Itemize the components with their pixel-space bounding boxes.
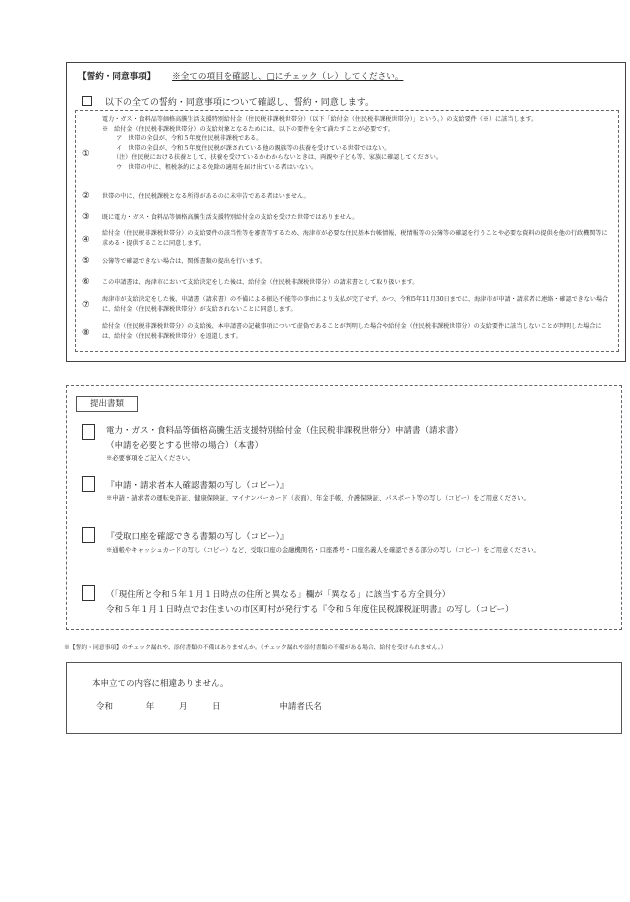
pledge-item-line: 給付金（住民税非課税世帯分）の支給後、本申請書の記載事項について虚偽であることが判明した場合や給付金（住民税非課税世帯分）の支給要件に該当しないことが判明した場合には、給付金（住民税非課税世帯分）を返還します。: [102, 323, 602, 340]
era-label: 令和: [96, 702, 114, 712]
pledge-item-line: 給付金（住民税非課税世帯分）の支給要件の該当性等を審査等するため、海津市が必要な住民基本台帳情報、税情報等の公簿等の確認を行うことや必要な資料の提供を他の行政機関等に求める・提供することに同意します。: [102, 230, 608, 247]
document-note: ※申請・請求者の運転免許証、健康保険証、マイナンバーカード（表面）、年金手帳、介護保険証、パスポート等の写し（コピー）をご用意ください。: [106, 495, 530, 502]
pledge-item-number: ②: [82, 191, 90, 201]
pledge-item-number: ①: [82, 149, 90, 159]
footnote: ※【誓約・同意事項】のチェック漏れや、添付書類の不備はありませんか。（チェック漏れや添付書類の不備がある場合、給付を受けられません。）: [64, 645, 447, 651]
pledge-item-line: ア 世帯の全員が、令和５年度住民税非課税である。: [110, 135, 263, 143]
declaration-section: [66, 662, 622, 734]
month-label: 月: [178, 702, 188, 712]
pledge-item-number: ⑥: [82, 277, 90, 287]
pledge-item-line: ※ 給付金（住民税非課税世帯分）の支給対象となるためには、以下の要件を全て満たすことが必要です。: [102, 125, 395, 133]
pledge-item-number: ⑤: [82, 256, 90, 266]
pledge-item-line: この申請書は、海津市において支給決定をした後は、給付金（住民税非課税世帯分）の請求書として取り扱います。: [102, 279, 419, 286]
document-checkbox[interactable]: [82, 527, 95, 543]
day-label: 日: [212, 702, 221, 712]
pledge-item-text: [102, 115, 612, 173]
declaration-date-row: [96, 700, 344, 712]
pledge-item-number: ③: [82, 212, 90, 222]
agree-all-label: 以下の全ての誓約・同意事項について確認し、誓約・同意します。: [104, 98, 374, 108]
document-checkbox[interactable]: [82, 585, 95, 601]
applicant-name-label: 申請者氏名: [279, 702, 322, 712]
pledge-item-text: [102, 192, 612, 202]
pledge-item-line: 公簿等で確認できない場合は、関係書類の提出を行います。: [102, 258, 267, 265]
pledge-item-text: [102, 278, 612, 288]
pledge-item-text: [102, 322, 612, 341]
document-title-sub: （申請を必要とする世帯の場合）（本書）: [106, 441, 264, 451]
document-title: （「現住所と令和５年１月１日時点の住所と異なる」欄が「異なる」に該当する方全員分）: [106, 590, 451, 600]
pledge-item-line: 電力・ガス・食料品等価格高騰生活支援特別給付金（住民税非課税世帯分）（以下「給付金（住民税非課税世帯分）」という。）の支給要件（※）に該当します。: [102, 116, 538, 123]
pledge-item-line: イ 世帯の全員が、令和５年度住民税が課されている他の親族等の扶養を受けている世帯ではない。: [110, 144, 391, 152]
documents-label: 提出書類: [76, 396, 138, 412]
pledge-item-line: ウ 世帯の中に、租税条約による免除の適用を届け出ている者はいない。: [110, 163, 318, 171]
document-title: 『申請・請求者本人確認書類の写し（コピー）』: [106, 481, 289, 491]
document-checkbox[interactable]: [82, 476, 95, 492]
pledge-item-text: [102, 257, 612, 267]
pledge-header: [78, 70, 403, 82]
document-note: ※必要事項をご記入ください。: [106, 455, 195, 462]
pledge-label: 【誓約・同意事項】: [78, 72, 156, 82]
year-label: 年: [145, 702, 155, 712]
pledge-items-box: [75, 110, 619, 352]
pledge-item-line: （注）住民税における扶養として、扶養を受けているかわからないときは、両親や子ども等、家族に確認してください。: [110, 154, 442, 162]
document-checkbox[interactable]: [82, 424, 95, 440]
pledge-instruction: ※全ての項目を確認し、□にチェック（レ）してください。: [172, 72, 404, 82]
pledge-item-line: 世帯の中に、住民税課税となる所得があるのに未申告である者はいません。: [102, 193, 310, 200]
pledge-item-text: [102, 213, 612, 223]
pledge-item-line: 海津市が支給決定をした後、申請書（請求書）の不備による振込不能等の事由により支払が完了せず、かつ、令和5年11月30日までに、海津市が申請・請求者に連絡・確認できない場合に、給付金（住民税非課税世帯分）が支給されないことに同意します。: [102, 296, 609, 313]
pledge-item-number: ⑦: [82, 300, 90, 310]
agree-all-checkbox[interactable]: [82, 96, 92, 106]
document-note: ※通帳やキャッシュカードの写し（コピー）など、受取口座の金融機関名・口座番号・口座名義人を確認できる部分の写し（コピー）をご用意ください。: [106, 547, 540, 554]
pledge-item-text: [102, 229, 612, 248]
pledge-item-text: [102, 295, 612, 314]
agree-all-row: [82, 95, 374, 108]
pledge-item-number: ⑧: [82, 328, 90, 338]
declaration-text: 本申立ての内容に相違ありません。: [92, 679, 229, 689]
document-title-sub: 令和５年１月１日時点でお住まいの市区町村が発行する『令和５年度住民税課税証明書』の写し（コピー）: [106, 605, 514, 615]
document-title: 『受取口座を確認できる書類の写し（コピー）』: [106, 532, 289, 542]
pledge-item-line: 既に電力・ガス・食料品等価格高騰生活支援特別給付金の支給を受けた世帯ではありません。: [102, 214, 359, 221]
document-title: 電力・ガス・食料品等価格高騰生活支援特別給付金（住民税非課税世帯分）申請書（請求書）: [106, 426, 464, 436]
pledge-item-number: ④: [82, 235, 90, 245]
